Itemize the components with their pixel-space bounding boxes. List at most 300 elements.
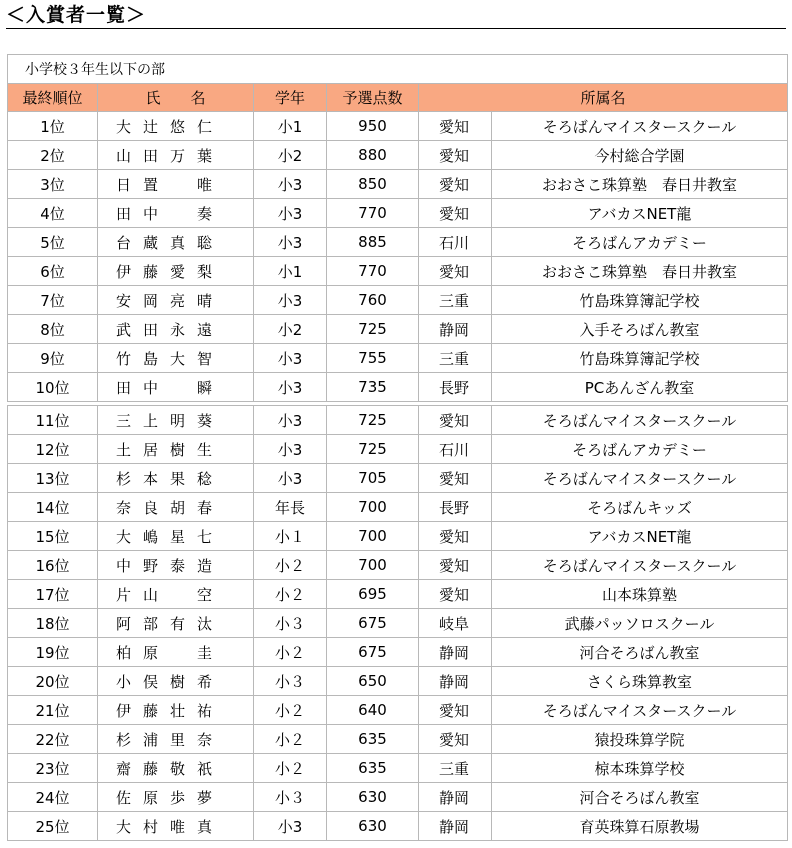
rank-cell: 10位 bbox=[8, 373, 98, 402]
section-title-row bbox=[8, 55, 788, 84]
table-row bbox=[8, 170, 788, 199]
score-cell: 755 bbox=[327, 344, 419, 373]
name-char: 山 bbox=[142, 585, 158, 604]
prefecture-cell: 愛知 bbox=[419, 551, 492, 580]
name-char: 奈 bbox=[196, 730, 212, 749]
table-row bbox=[8, 464, 788, 493]
name-char: 悠 bbox=[169, 117, 185, 136]
name-char: 居 bbox=[142, 440, 158, 459]
rank-cell: 13位 bbox=[8, 464, 98, 493]
name-char: 良 bbox=[142, 498, 158, 517]
name-char: 齋 bbox=[115, 759, 131, 778]
rank-cell: 24位 bbox=[8, 783, 98, 812]
prefecture-cell: 石川 bbox=[419, 228, 492, 257]
grade-cell: 小3 bbox=[254, 373, 327, 402]
rank-cell: 1位 bbox=[8, 112, 98, 141]
name-char: 野 bbox=[142, 556, 158, 575]
column-header-name: 氏 名 bbox=[98, 84, 254, 112]
score-cell: 880 bbox=[327, 141, 419, 170]
name-char: 台 bbox=[115, 233, 131, 252]
prefecture-cell: 静岡 bbox=[419, 812, 492, 841]
name-char: 嶋 bbox=[142, 527, 158, 546]
name-char: 空 bbox=[196, 585, 212, 604]
table-row bbox=[8, 783, 788, 812]
rank-cell: 23位 bbox=[8, 754, 98, 783]
name-characters bbox=[110, 671, 218, 692]
grade-cell: 小2 bbox=[254, 141, 327, 170]
name-char: 遠 bbox=[196, 320, 212, 339]
name-char: 夢 bbox=[196, 788, 212, 807]
name-cell bbox=[98, 609, 254, 638]
name-characters bbox=[110, 410, 218, 431]
score-cell: 725 bbox=[327, 435, 419, 464]
name-char: 晴 bbox=[196, 291, 212, 310]
name-char: 聡 bbox=[196, 233, 212, 252]
name-char: 生 bbox=[196, 440, 212, 459]
grade-cell: 小3 bbox=[254, 344, 327, 373]
results-table bbox=[7, 54, 788, 841]
score-cell: 650 bbox=[327, 667, 419, 696]
prefecture-cell: 愛知 bbox=[419, 170, 492, 199]
affiliation-cell: 竹島珠算簿記学校 bbox=[492, 344, 788, 373]
grade-cell: 小２ bbox=[254, 638, 327, 667]
name-char: 愛 bbox=[169, 262, 185, 281]
name-characters bbox=[110, 497, 218, 518]
name-char: 辻 bbox=[142, 117, 158, 136]
column-header-grade: 学年 bbox=[254, 84, 327, 112]
affiliation-cell: 竹島珠算簿記学校 bbox=[492, 286, 788, 315]
name-char: 仁 bbox=[196, 117, 212, 136]
affiliation-cell: 猿投珠算学院 bbox=[492, 725, 788, 754]
table-row bbox=[8, 406, 788, 435]
affiliation-cell: そろばんマイスタースクール bbox=[492, 112, 788, 141]
name-cell bbox=[98, 783, 254, 812]
name-char: 大 bbox=[169, 349, 185, 368]
affiliation-cell: さくら珠算教室 bbox=[492, 667, 788, 696]
name-char: 汰 bbox=[196, 614, 212, 633]
affiliation-cell: そろばんマイスタースクール bbox=[492, 464, 788, 493]
name-char: 上 bbox=[142, 411, 158, 430]
name-characters bbox=[110, 729, 218, 750]
grade-cell: 小3 bbox=[254, 228, 327, 257]
name-char: 伊 bbox=[115, 701, 131, 720]
results-body bbox=[8, 112, 788, 841]
name-char: 置 bbox=[142, 175, 158, 194]
name-char: 蔵 bbox=[142, 233, 158, 252]
table-row bbox=[8, 435, 788, 464]
rank-cell: 3位 bbox=[8, 170, 98, 199]
rank-cell: 5位 bbox=[8, 228, 98, 257]
rank-cell: 18位 bbox=[8, 609, 98, 638]
grade-cell: 小３ bbox=[254, 783, 327, 812]
name-char: 有 bbox=[169, 614, 185, 633]
affiliation-cell: そろばんキッズ bbox=[492, 493, 788, 522]
name-characters bbox=[110, 232, 218, 253]
score-cell: 850 bbox=[327, 170, 419, 199]
name-char: 竹 bbox=[115, 349, 131, 368]
affiliation-cell: 山本珠算塾 bbox=[492, 580, 788, 609]
grade-cell: 小２ bbox=[254, 725, 327, 754]
name-char: 大 bbox=[115, 117, 131, 136]
score-cell: 675 bbox=[327, 609, 419, 638]
name-characters bbox=[110, 203, 218, 224]
name-char: 田 bbox=[142, 146, 158, 165]
rank-cell: 20位 bbox=[8, 667, 98, 696]
name-char: 希 bbox=[196, 672, 212, 691]
section-title: 小学校３年生以下の部 bbox=[8, 55, 788, 84]
name-cell bbox=[98, 286, 254, 315]
name-characters bbox=[110, 116, 218, 137]
name-char: 七 bbox=[196, 527, 212, 546]
affiliation-cell: 育英珠算石原教場 bbox=[492, 812, 788, 841]
name-cell bbox=[98, 696, 254, 725]
affiliation-cell: アバカスNET龍 bbox=[492, 199, 788, 228]
name-char: 真 bbox=[169, 233, 185, 252]
name-char: 土 bbox=[115, 440, 131, 459]
grade-cell: 小３ bbox=[254, 609, 327, 638]
affiliation-cell: 河合そろばん教室 bbox=[492, 783, 788, 812]
name-char: 春 bbox=[196, 498, 212, 517]
name-char: 伊 bbox=[115, 262, 131, 281]
name-char: 祐 bbox=[196, 701, 212, 720]
name-char: 山 bbox=[115, 146, 131, 165]
rank-cell: 12位 bbox=[8, 435, 98, 464]
score-cell: 760 bbox=[327, 286, 419, 315]
name-char: 稔 bbox=[196, 469, 212, 488]
name-char: 杉 bbox=[115, 469, 131, 488]
name-char: 智 bbox=[196, 349, 212, 368]
name-char: 田 bbox=[115, 204, 131, 223]
prefecture-cell: 愛知 bbox=[419, 464, 492, 493]
prefecture-cell: 愛知 bbox=[419, 112, 492, 141]
grade-cell: 小２ bbox=[254, 696, 327, 725]
grade-cell: 小3 bbox=[254, 812, 327, 841]
name-char: 梨 bbox=[196, 262, 212, 281]
name-char: 唯 bbox=[196, 175, 212, 194]
grade-cell: 小3 bbox=[254, 435, 327, 464]
score-cell: 950 bbox=[327, 112, 419, 141]
name-cell bbox=[98, 464, 254, 493]
score-cell: 635 bbox=[327, 754, 419, 783]
prefecture-cell: 長野 bbox=[419, 373, 492, 402]
rank-cell: 7位 bbox=[8, 286, 98, 315]
affiliation-cell: 今村総合学園 bbox=[492, 141, 788, 170]
score-cell: 640 bbox=[327, 696, 419, 725]
grade-cell: 年長 bbox=[254, 493, 327, 522]
name-char: 安 bbox=[115, 291, 131, 310]
rank-cell: 6位 bbox=[8, 257, 98, 286]
name-char: 田 bbox=[142, 320, 158, 339]
name-char: 胡 bbox=[169, 498, 185, 517]
grade-cell: 小3 bbox=[254, 464, 327, 493]
column-header-row bbox=[8, 84, 788, 112]
rank-cell: 17位 bbox=[8, 580, 98, 609]
table-row bbox=[8, 551, 788, 580]
table-row bbox=[8, 344, 788, 373]
grade-cell: 小1 bbox=[254, 257, 327, 286]
name-char: 阿 bbox=[115, 614, 131, 633]
name-cell bbox=[98, 344, 254, 373]
score-cell: 630 bbox=[327, 783, 419, 812]
prefecture-cell: 愛知 bbox=[419, 522, 492, 551]
name-characters bbox=[110, 145, 218, 166]
name-char: 佐 bbox=[115, 788, 131, 807]
name-char: 唯 bbox=[169, 817, 185, 836]
table-row bbox=[8, 609, 788, 638]
prefecture-cell: 三重 bbox=[419, 344, 492, 373]
prefecture-cell: 石川 bbox=[419, 435, 492, 464]
affiliation-cell: そろばんマイスタースクール bbox=[492, 551, 788, 580]
name-char: 歩 bbox=[169, 788, 185, 807]
name-cell bbox=[98, 406, 254, 435]
table-row bbox=[8, 696, 788, 725]
name-cell bbox=[98, 141, 254, 170]
name-char: 壮 bbox=[169, 701, 185, 720]
affiliation-cell: そろばんアカデミー bbox=[492, 435, 788, 464]
affiliation-cell: 河合そろばん教室 bbox=[492, 638, 788, 667]
score-cell: 675 bbox=[327, 638, 419, 667]
name-characters bbox=[110, 290, 218, 311]
grade-cell: 小２ bbox=[254, 580, 327, 609]
table-row bbox=[8, 373, 788, 402]
name-cell bbox=[98, 170, 254, 199]
prefecture-cell: 三重 bbox=[419, 286, 492, 315]
name-char: 大 bbox=[115, 817, 131, 836]
name-characters bbox=[110, 700, 218, 721]
score-cell: 635 bbox=[327, 725, 419, 754]
rank-cell: 9位 bbox=[8, 344, 98, 373]
page-heading: ＜入賞者一覧＞ bbox=[6, 4, 147, 26]
score-cell: 700 bbox=[327, 522, 419, 551]
name-char: 祇 bbox=[196, 759, 212, 778]
name-cell bbox=[98, 257, 254, 286]
name-char: 奈 bbox=[115, 498, 131, 517]
rank-cell: 8位 bbox=[8, 315, 98, 344]
name-char: 片 bbox=[115, 585, 131, 604]
name-char: 三 bbox=[115, 411, 131, 430]
rank-cell: 14位 bbox=[8, 493, 98, 522]
name-char: 亮 bbox=[169, 291, 185, 310]
score-cell: 725 bbox=[327, 315, 419, 344]
name-char: 果 bbox=[169, 469, 185, 488]
affiliation-cell: 入手そろばん教室 bbox=[492, 315, 788, 344]
name-char: 柏 bbox=[115, 643, 131, 662]
name-cell bbox=[98, 315, 254, 344]
name-cell bbox=[98, 112, 254, 141]
name-char: 万 bbox=[169, 146, 185, 165]
name-characters bbox=[110, 555, 218, 576]
table-row bbox=[8, 667, 788, 696]
grade-cell: 小3 bbox=[254, 170, 327, 199]
heading-divider bbox=[6, 28, 786, 29]
score-cell: 885 bbox=[327, 228, 419, 257]
prefecture-cell: 愛知 bbox=[419, 580, 492, 609]
name-char: 樹 bbox=[169, 440, 185, 459]
name-char: 武 bbox=[115, 320, 131, 339]
name-char: 明 bbox=[169, 411, 185, 430]
name-char: 葉 bbox=[196, 146, 212, 165]
name-characters bbox=[110, 816, 218, 837]
name-cell bbox=[98, 638, 254, 667]
name-char: 日 bbox=[115, 175, 131, 194]
name-char: 田 bbox=[115, 378, 131, 397]
name-char: 星 bbox=[169, 527, 185, 546]
table-row bbox=[8, 812, 788, 841]
score-cell: 695 bbox=[327, 580, 419, 609]
name-characters bbox=[110, 613, 218, 634]
grade-cell: 小3 bbox=[254, 406, 327, 435]
name-char bbox=[164, 203, 191, 224]
affiliation-cell: そろばんマイスタースクール bbox=[492, 696, 788, 725]
affiliation-cell: PCあんざん教室 bbox=[492, 373, 788, 402]
affiliation-cell: アバカスNET龍 bbox=[492, 522, 788, 551]
name-char: 奏 bbox=[196, 204, 212, 223]
table-row bbox=[8, 754, 788, 783]
table-row bbox=[8, 638, 788, 667]
name-char: 岡 bbox=[142, 291, 158, 310]
name-characters bbox=[110, 526, 218, 547]
table-row bbox=[8, 493, 788, 522]
name-characters bbox=[110, 319, 218, 340]
grade-cell: 小２ bbox=[254, 754, 327, 783]
name-char: 藤 bbox=[142, 701, 158, 720]
grade-cell: 小1 bbox=[254, 112, 327, 141]
name-char: 永 bbox=[169, 320, 185, 339]
name-char: 部 bbox=[142, 614, 158, 633]
name-cell bbox=[98, 812, 254, 841]
table-row bbox=[8, 228, 788, 257]
grade-cell: 小２ bbox=[254, 551, 327, 580]
name-char: 原 bbox=[142, 788, 158, 807]
name-cell bbox=[98, 493, 254, 522]
name-cell bbox=[98, 199, 254, 228]
name-characters bbox=[110, 348, 218, 369]
name-char bbox=[164, 377, 191, 398]
name-char: 杉 bbox=[115, 730, 131, 749]
prefecture-cell: 岐阜 bbox=[419, 609, 492, 638]
score-cell: 700 bbox=[327, 493, 419, 522]
affiliation-cell: 椋本珠算学校 bbox=[492, 754, 788, 783]
name-cell bbox=[98, 725, 254, 754]
table-row bbox=[8, 141, 788, 170]
name-char: 中 bbox=[142, 204, 158, 223]
name-char: 里 bbox=[169, 730, 185, 749]
prefecture-cell: 愛知 bbox=[419, 141, 492, 170]
prefecture-cell: 静岡 bbox=[419, 315, 492, 344]
name-cell bbox=[98, 228, 254, 257]
name-char: 本 bbox=[142, 469, 158, 488]
name-char: 樹 bbox=[169, 672, 185, 691]
name-char: 真 bbox=[196, 817, 212, 836]
name-char: 造 bbox=[196, 556, 212, 575]
name-char: 藤 bbox=[142, 759, 158, 778]
prefecture-cell: 静岡 bbox=[419, 783, 492, 812]
name-cell bbox=[98, 551, 254, 580]
rank-cell: 25位 bbox=[8, 812, 98, 841]
name-char bbox=[164, 174, 191, 195]
score-cell: 770 bbox=[327, 199, 419, 228]
affiliation-cell: おおさこ珠算塾 春日井教室 bbox=[492, 257, 788, 286]
name-cell bbox=[98, 667, 254, 696]
name-cell bbox=[98, 435, 254, 464]
prefecture-cell: 三重 bbox=[419, 754, 492, 783]
table-row bbox=[8, 725, 788, 754]
name-characters bbox=[110, 174, 218, 195]
prefecture-cell: 愛知 bbox=[419, 406, 492, 435]
table-row bbox=[8, 112, 788, 141]
name-characters bbox=[110, 642, 218, 663]
name-char: 圭 bbox=[196, 643, 212, 662]
name-char: 中 bbox=[115, 556, 131, 575]
grade-cell: 小３ bbox=[254, 667, 327, 696]
name-characters bbox=[110, 377, 218, 398]
name-cell bbox=[98, 754, 254, 783]
table-row bbox=[8, 286, 788, 315]
name-char: 瞬 bbox=[196, 378, 212, 397]
table-row bbox=[8, 580, 788, 609]
rank-cell: 21位 bbox=[8, 696, 98, 725]
column-header-affiliation: 所属名 bbox=[419, 84, 788, 112]
name-characters bbox=[110, 439, 218, 460]
table-row bbox=[8, 315, 788, 344]
prefecture-cell: 愛知 bbox=[419, 257, 492, 286]
name-char bbox=[164, 584, 191, 605]
name-char: 島 bbox=[142, 349, 158, 368]
score-cell: 705 bbox=[327, 464, 419, 493]
name-characters bbox=[110, 758, 218, 779]
table-row bbox=[8, 257, 788, 286]
grade-cell: 小１ bbox=[254, 522, 327, 551]
rank-cell: 4位 bbox=[8, 199, 98, 228]
name-char: 葵 bbox=[196, 411, 212, 430]
score-cell: 700 bbox=[327, 551, 419, 580]
name-characters bbox=[110, 468, 218, 489]
rank-cell: 22位 bbox=[8, 725, 98, 754]
name-cell bbox=[98, 522, 254, 551]
affiliation-cell: そろばんマイスタースクール bbox=[492, 406, 788, 435]
name-char bbox=[164, 642, 191, 663]
column-header-rank: 最終順位 bbox=[8, 84, 98, 112]
rank-cell: 11位 bbox=[8, 406, 98, 435]
rank-cell: 15位 bbox=[8, 522, 98, 551]
name-char: 中 bbox=[142, 378, 158, 397]
prefecture-cell: 愛知 bbox=[419, 696, 492, 725]
name-char: 浦 bbox=[142, 730, 158, 749]
affiliation-cell: そろばんアカデミー bbox=[492, 228, 788, 257]
prefecture-cell: 長野 bbox=[419, 493, 492, 522]
name-char: 藤 bbox=[142, 262, 158, 281]
rank-cell: 19位 bbox=[8, 638, 98, 667]
score-cell: 630 bbox=[327, 812, 419, 841]
rank-cell: 2位 bbox=[8, 141, 98, 170]
name-char: 敬 bbox=[169, 759, 185, 778]
score-cell: 770 bbox=[327, 257, 419, 286]
name-cell bbox=[98, 373, 254, 402]
table-row bbox=[8, 522, 788, 551]
name-characters bbox=[110, 261, 218, 282]
name-char: 原 bbox=[142, 643, 158, 662]
score-cell: 735 bbox=[327, 373, 419, 402]
prefecture-cell: 愛知 bbox=[419, 199, 492, 228]
grade-cell: 小2 bbox=[254, 315, 327, 344]
affiliation-cell: おおさこ珠算塾 春日井教室 bbox=[492, 170, 788, 199]
name-char: 泰 bbox=[169, 556, 185, 575]
prefecture-cell: 静岡 bbox=[419, 638, 492, 667]
grade-cell: 小3 bbox=[254, 199, 327, 228]
name-char: 大 bbox=[115, 527, 131, 546]
column-header-score: 予選点数 bbox=[327, 84, 419, 112]
grade-cell: 小3 bbox=[254, 286, 327, 315]
